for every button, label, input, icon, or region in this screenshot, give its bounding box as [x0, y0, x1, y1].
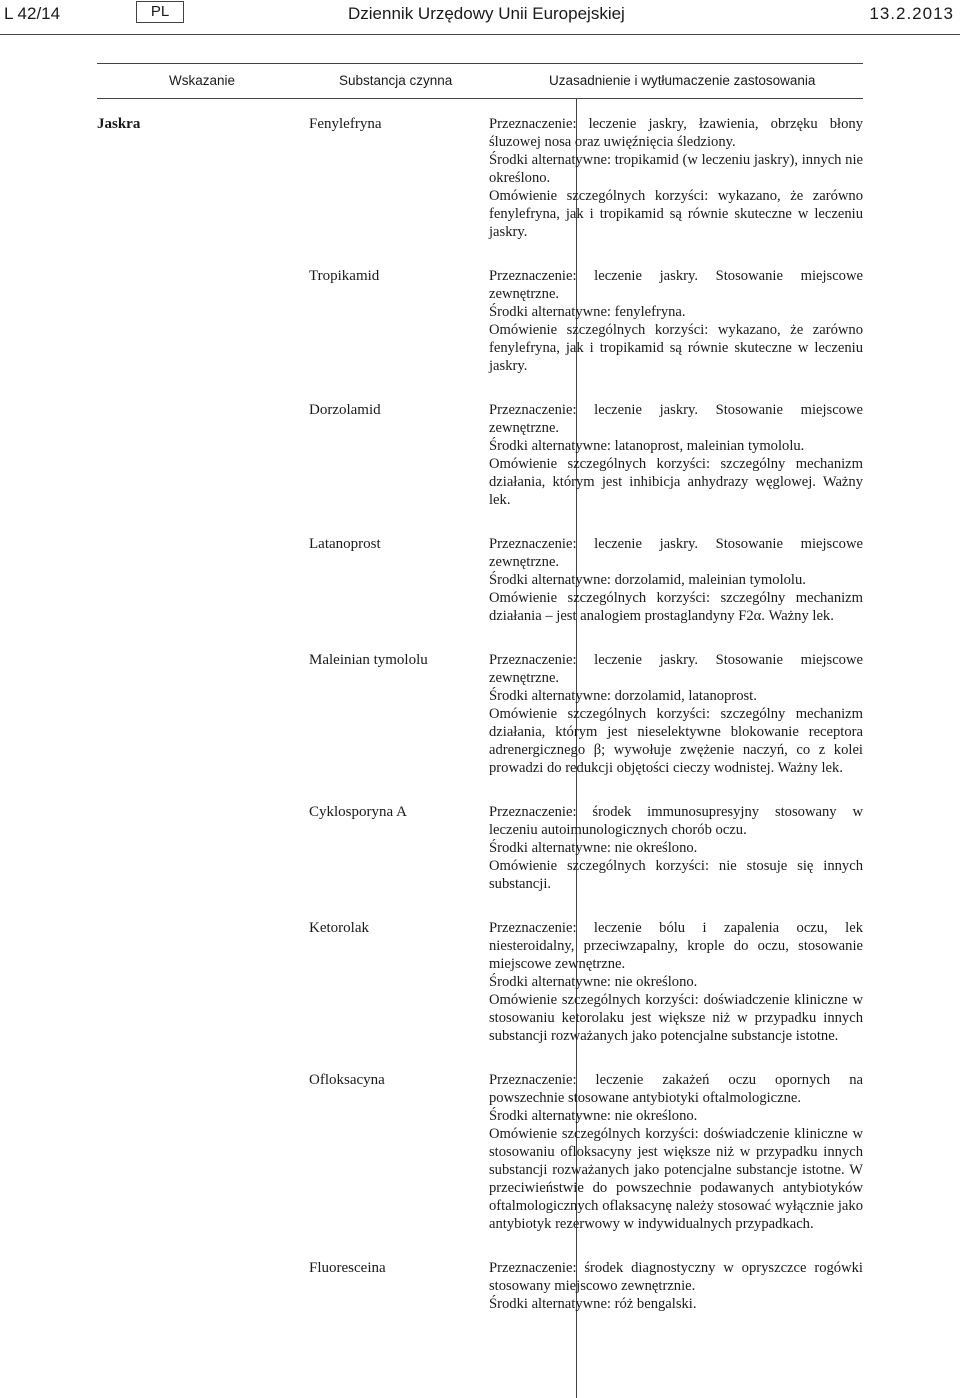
benefits-text: Omówienie szczególnych korzyści: szczególny mechanizm działania, którym jest inhibicja anhydrazy węglowej. Ważny lek. [489, 456, 863, 508]
table-row [97, 267, 863, 375]
substance-cell: Maleinian tymololu [309, 652, 428, 668]
substance-cell: Ketorolak [309, 920, 369, 936]
column-header-indication: Wskazanie [169, 73, 236, 88]
substances-table [97, 63, 863, 1313]
justification-cell [489, 267, 863, 375]
purpose-text: Przeznaczenie: leczenie jaskry. Stosowanie miejscowe zewnętrzne. [489, 268, 863, 302]
language-badge: PL [136, 1, 184, 23]
benefits-text: Omówienie szczególnych korzyści: wykazano, że zarówno fenylefryna, jak i tropikamid są równie skuteczne w leczeniu jaskry. [489, 188, 863, 240]
column-header-justification: Uzasadnienie i wytłumaczenie zastosowania [549, 73, 816, 88]
journal-title: Dziennik Urzędowy Unii Europejskiej [348, 4, 625, 23]
justification-cell [489, 919, 863, 1045]
justification-cell [489, 115, 863, 241]
table-row [97, 1071, 863, 1233]
table-row [97, 535, 863, 625]
purpose-text: Przeznaczenie: środek immunosupresyjny stosowany w leczeniu autoimunologicznych chorób oczu. [489, 804, 863, 838]
table-header [97, 63, 863, 99]
table-row [97, 919, 863, 1045]
table-row [97, 651, 863, 777]
table-row [97, 803, 863, 893]
justification-cell [489, 651, 863, 777]
substance-cell: Dorzolamid [309, 402, 381, 418]
justification-cell [489, 1071, 863, 1233]
justification-cell [489, 803, 863, 893]
benefits-text: Omówienie szczególnych korzyści: szczególny mechanizm działania – jest analogiem prostaglandyny F2α. Ważny lek. [489, 590, 863, 624]
substance-cell: Ofloksacyna [309, 1072, 385, 1088]
alternatives-text: Środki alternatywne: dorzolamid, latanoprost. [489, 688, 757, 704]
purpose-text: Przeznaczenie: środek diagnostyczny w opryszczce rogówki stosowany miejscowo zewnętrznie. [489, 1260, 863, 1294]
purpose-text: Przeznaczenie: leczenie jaskry, łzawienia, obrzęku błony śluzowej nosa oraz uwięźnięcia śledziony. [489, 116, 863, 150]
substance-cell: Latanoprost [309, 536, 381, 552]
purpose-text: Przeznaczenie: leczenie jaskry. Stosowanie miejscowe zewnętrzne. [489, 652, 863, 686]
substance-cell: Fluoresceina [309, 1260, 386, 1276]
substance-cell: Tropikamid [309, 268, 380, 284]
table-row [97, 401, 863, 509]
benefits-text: Omówienie szczególnych korzyści: doświadczenie kliniczne w stosowaniu ofloksacyny jest większe niż w przypadku innych substancji rozważanych jako potencjalne substancje istotne. W przeciwieństwie do powszechnie podawanych antybiotyków oftalmologicznych oflaksacynę należy stosować wyłącznie jako antybiotyk rezerwowy w indywidualnych przypadkach. [489, 1126, 863, 1232]
indication-cell: Jaskra [97, 116, 141, 132]
justification-cell [489, 1259, 863, 1313]
alternatives-text: Środki alternatywne: nie określono. [489, 840, 698, 856]
column-header-substance: Substancja czynna [339, 73, 453, 88]
publication-date: 13.2.2013 [869, 4, 954, 23]
page-number: L 42/14 [4, 4, 61, 23]
purpose-text: Przeznaczenie: leczenie jaskry. Stosowanie miejscowe zewnętrzne. [489, 536, 863, 570]
benefits-text: Omówienie szczególnych korzyści: nie stosuje się innych substancji. [489, 858, 863, 892]
substance-cell: Fenylefryna [309, 116, 382, 132]
justification-cell [489, 535, 863, 625]
page-header [0, 0, 960, 35]
alternatives-text: Środki alternatywne: dorzolamid, maleinian tymololu. [489, 572, 806, 588]
alternatives-text: Środki alternatywne: nie określono. [489, 1108, 698, 1124]
justification-cell [489, 401, 863, 509]
table-row [97, 115, 863, 241]
substance-cell: Cyklosporyna A [309, 804, 407, 820]
purpose-text: Przeznaczenie: leczenie bólu i zapalenia oczu, lek niesteroidalny, przeciwzapalny, krople do oczu, stosowanie miejscowe zewnętrzne. [489, 920, 863, 972]
benefits-text: Omówienie szczególnych korzyści: szczególny mechanizm działania, którym jest nieselektywne blokowanie receptora adrenergicznego β; wywołuje zwężenie naczyń, co z kolei prowadzi do redukcji objętości cieczy wodnistej. Ważny lek. [489, 706, 863, 776]
table-row [97, 1259, 863, 1313]
alternatives-text: Środki alternatywne: fenylefryna. [489, 304, 686, 320]
purpose-text: Przeznaczenie: leczenie jaskry. Stosowanie miejscowe zewnętrzne. [489, 402, 863, 436]
benefits-text: Omówienie szczególnych korzyści: wykazano, że zarówno fenylefryna, jak i tropikamid są równie skuteczne w leczeniu jaskry. [489, 322, 863, 374]
alternatives-text: Środki alternatywne: nie określono. [489, 974, 698, 990]
alternatives-text: Środki alternatywne: latanoprost, maleinian tymololu. [489, 438, 805, 454]
alternatives-text: Środki alternatywne: tropikamid (w leczeniu jaskry), innych nie określono. [489, 152, 863, 186]
purpose-text: Przeznaczenie: leczenie zakażeń oczu opornych na powszechnie stosowane antybiotyki oftalmologiczne. [489, 1072, 863, 1106]
benefits-text: Omówienie szczególnych korzyści: doświadczenie kliniczne w stosowaniu ketorolaku jest większe niż w przypadku innych substancji rozważanych jako potencjalne substancje istotne. [489, 992, 863, 1044]
alternatives-text: Środki alternatywne: róż bengalski. [489, 1296, 697, 1312]
